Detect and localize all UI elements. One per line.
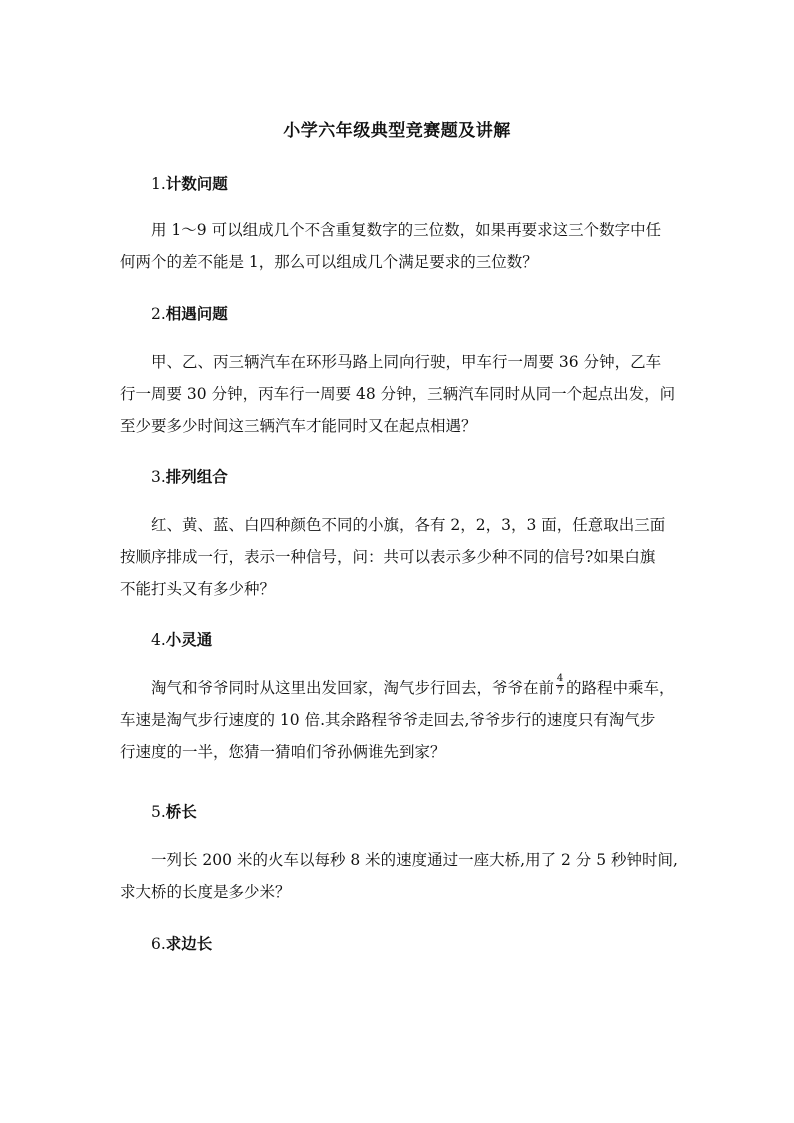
- body-line: 不能打头又有多少种？: [120, 580, 276, 598]
- section-number: 3.: [151, 468, 166, 486]
- body-line: 用 1～9 可以组成几个不含重复数字的三位数，如果再要求这三个数字中任: [151, 221, 662, 239]
- document-title: 小学六年级典型竞赛题及讲解: [283, 121, 511, 141]
- section-body-3: [120, 509, 680, 605]
- section-title: 小灵通: [165, 630, 213, 649]
- section-number: 2.: [151, 305, 166, 323]
- body-text: 的路程中乘车，: [566, 679, 675, 697]
- body-line: 车速是淘气步行速度的 10 倍.其余路程爷爷走回去,爷爷步行的速度只有淘气步: [120, 711, 656, 729]
- body-line: 至少要多少时间这三辆汽车才能同时又在起点相遇？: [120, 417, 477, 435]
- section-body-1: [120, 214, 680, 278]
- body-line: 按顺序排成一行，表示一种信号，问：共可以表示多少种不同的信号?如果白旗: [120, 548, 656, 566]
- body-line: 何两个的差不能是 1，那么可以组成几个满足要求的三位数？: [120, 253, 538, 271]
- section-body-2: [120, 346, 680, 442]
- section-number: 4.: [151, 631, 166, 649]
- section-heading-3: [151, 465, 228, 487]
- body-line-with-fraction: [120, 672, 680, 704]
- section-heading-5: [151, 800, 197, 822]
- section-title: 桥长: [165, 802, 197, 821]
- section-title: 计数问题: [165, 174, 228, 193]
- body-line: 红、黄、蓝、白四种颜色不同的小旗，各有 2，2，3，3 面，任意取出三面: [151, 516, 666, 534]
- section-title: 排列组合: [165, 467, 228, 486]
- section-title: 求边长: [165, 934, 213, 953]
- section-heading-2: [151, 302, 228, 324]
- section-number: 1.: [151, 175, 166, 193]
- body-line: 行一周要 30 分钟，丙车行一周要 48 分钟，三辆汽车同时从同一个起点出发，问: [120, 385, 676, 403]
- section-body-5: [120, 844, 680, 908]
- body-line: 甲、乙、丙三辆汽车在环形马路上同向行驶，甲车行一周要 36 分钟，乙车: [151, 353, 662, 371]
- section-body-4: [120, 672, 680, 768]
- section-heading-6: [151, 932, 212, 954]
- section-heading-1: [151, 172, 228, 194]
- section-heading-4: [151, 628, 212, 650]
- fraction-numerator: 4: [556, 673, 564, 684]
- body-line: 求大桥的长度是多少米？: [120, 883, 291, 901]
- fraction: [555, 673, 565, 697]
- fraction-denominator: 7: [556, 686, 564, 697]
- section-number: 6.: [151, 935, 166, 953]
- body-line: 一列长 200 米的火车以每秒 8 米的速度通过一座大桥,用了 2 分 5 秒钟时间,: [151, 851, 678, 869]
- body-line: 行速度的一半，您猜一猜咱们爷孙俩谁先到家？: [120, 743, 446, 761]
- section-title: 相遇问题: [165, 304, 228, 323]
- body-text: 淘气和爷爷同时从这里出发回家，淘气步行回去，爷爷在前: [151, 679, 555, 697]
- section-number: 5.: [151, 803, 166, 821]
